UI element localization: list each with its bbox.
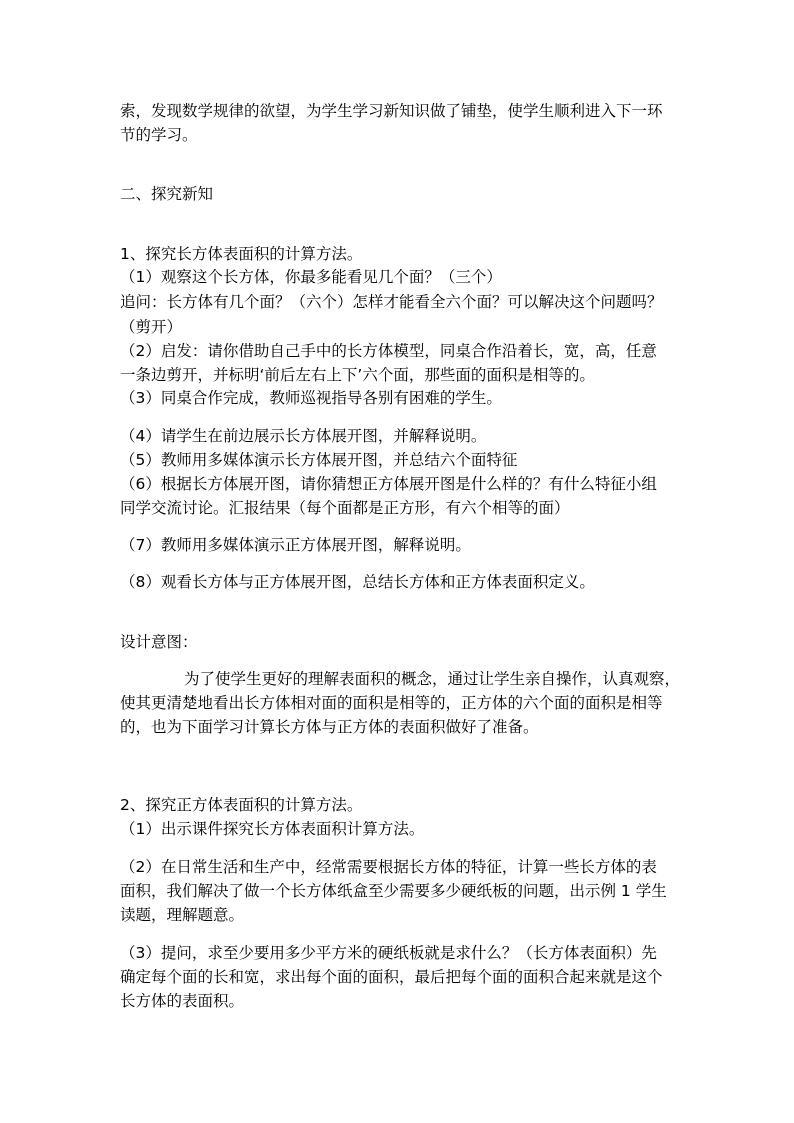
part1-followup-line-1: 追问：长方体有几个面？（六个）怎样才能看全六个面？可以解决这个问题吗？: [120, 293, 663, 311]
part2-item-1: （1）出示课件探究长方体表面积计算方法。: [120, 820, 425, 838]
part1-item-4: （4）请学生在前边展示长方体展开图，并解释说明。: [120, 427, 487, 445]
part1-item-3: （3）同桌合作完成，教师巡视指导各别有困难的学生。: [120, 389, 502, 407]
part1-item-7: （7）教师用多媒体演示正方体展开图，解释说明。: [120, 536, 471, 554]
part1-followup-line-2: （剪开）: [120, 318, 183, 336]
section-heading: 二、探究新知: [120, 185, 214, 203]
part2-title: 2、探究正方体表面积的计算方法。: [120, 796, 363, 814]
part2-item-3-line-2: 确定每个面的长和宽，求出每个面的面积，最后把每个面的面积合起来就是这个: [120, 968, 663, 986]
design-paragraph-line-1: 为了使学生更好的理解表面积的概念，通过让学生亲自操作，认真观察，: [184, 670, 681, 688]
part2-item-2-line-3: 读题，理解题意。: [120, 906, 245, 924]
design-paragraph-line-3: 的，也为下面学习计算长方体与正方体的表面积做好了准备。: [120, 718, 539, 736]
intro-line-1: 索，发现数学规律的欲望，为学生学习新知识做了铺垫，使学生顺利进入下一环: [120, 102, 663, 120]
part1-item-6-line-2: 同学交流讨论。汇报结果（每个面都是正方形，有六个相等的面）: [120, 499, 570, 517]
part1-item-8: （8）观看长方体与正方体展开图，总结长方体和正方体表面积定义。: [120, 573, 595, 591]
part1-item-5: （5）教师用多媒体演示长方体展开图，并总结六个面特征: [120, 451, 518, 469]
part2-item-2-line-2: 面积，我们解决了做一个长方体纸盒至少需要多少硬纸板的问题，出示例 1 学生: [120, 882, 667, 900]
part1-item-1: （1）观察这个长方体，你最多能看见几个面？（三个）: [120, 268, 502, 286]
intro-line-2: 节的学习。: [120, 126, 198, 144]
part2-item-2-line-1: （2）在日常生活和生产中，经常需要根据长方体的特征，计算一些长方体的表: [120, 858, 657, 876]
part2-item-3-line-1: （3）提问，求至少要用多少平方米的硬纸板就是求什么？（长方体表面积）先: [120, 944, 657, 962]
part1-item-6-line-1: （6）根据长方体展开图，请你猜想正方体展开图是什么样的？有什么特征小组: [120, 475, 657, 493]
part2-item-3-line-3: 长方体的表面积。: [120, 992, 245, 1010]
part1-title: 1、探究长方体表面积的计算方法。: [120, 245, 363, 263]
part1-item-2-line-1: （2）启发：请你借助自己手中的长方体模型，同桌合作沿着长，宽，高，任意: [120, 342, 657, 360]
design-heading: 设计意图：: [120, 633, 198, 651]
design-paragraph-line-2: 使其更清楚地看出长方体相对面的面积是相等的，正方体的六个面的面积是相等: [120, 694, 663, 712]
part1-item-2-line-2: 一条边剪开，并标明‘前后左右上下’六个面，那些面的面积是相等的。: [120, 366, 595, 384]
